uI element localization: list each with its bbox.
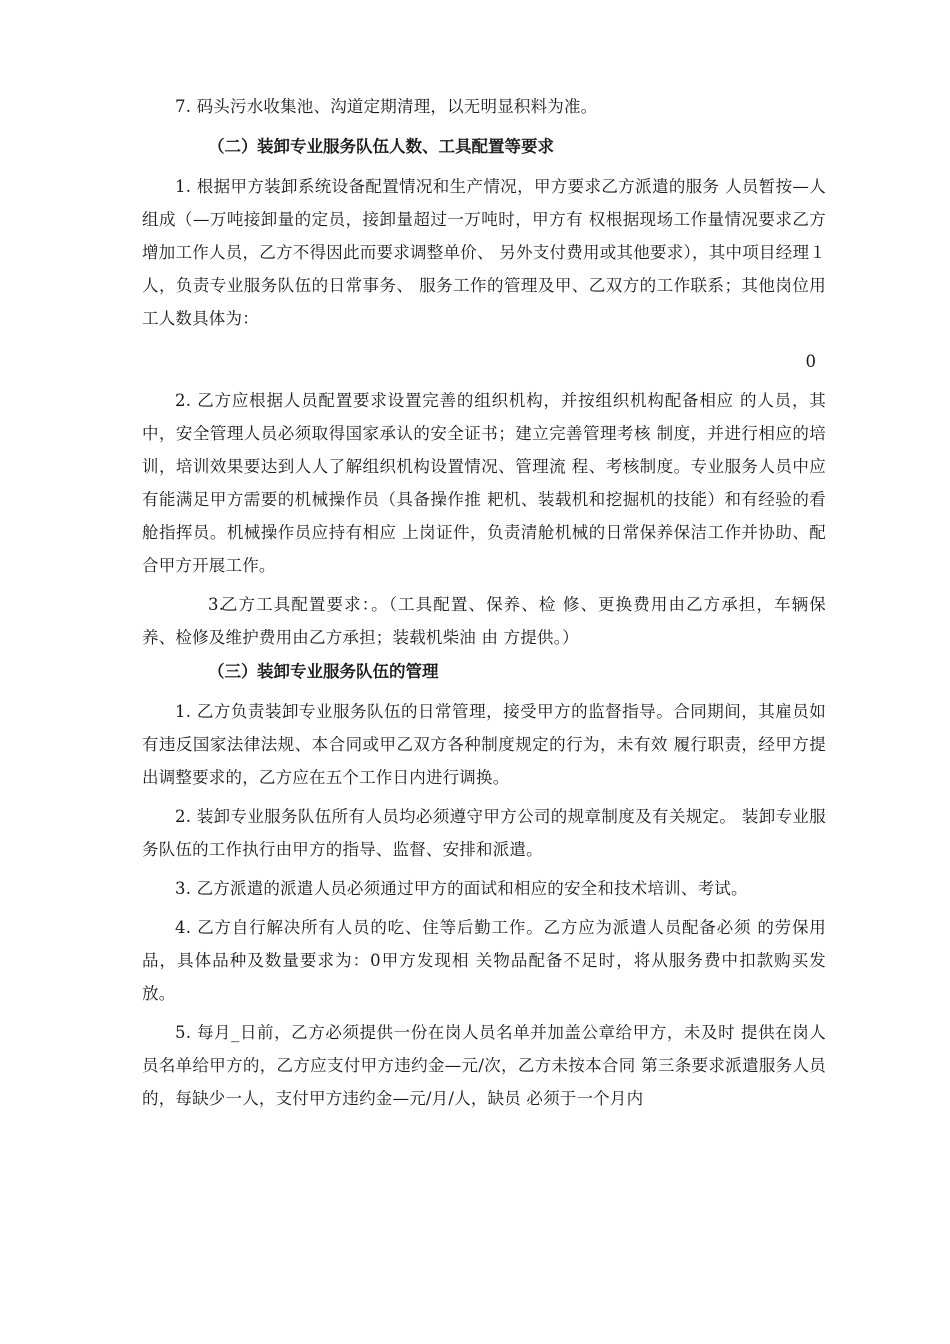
item-number: 3. (208, 595, 225, 614)
paragraph-management-4: 4. 乙方自行解决所有人员的吃、住等后勤工作。乙方应为派遣人员配备必须 的劳保用品，具体品种及数量要求为：0甲方发现相 关物品配备不足时，将从服务费中扣款购买发放。 (142, 918, 826, 1003)
paragraph-management-3: 3. 乙方派遣的派遣人员必须通过甲方的面试和相应的安全和技术培训、考试。 (175, 879, 748, 898)
section-number: （二） (208, 137, 258, 156)
section-title: 装卸专业服务队伍人数、工具配置等要求 (257, 137, 554, 156)
paragraph-management-1: 1. 乙方负责装卸专业服务队伍的日常管理，接受甲方的监督指导。合同期间，其雇员如有违反国家法律法规、本合同或甲乙双方各种制度规定的行为，未有效 履行职责，经甲方提出调整要求的，乙方应在五个工作日内进行调换。 (142, 702, 826, 787)
paragraph-management-2: 2. 装卸专业服务队伍所有人员均必须遵守甲方公司的规章制度及有关规定。 装卸专业服务队伍的工作执行由甲方的指导、监督、安排和派遣。 (142, 807, 826, 859)
paragraph-management-5: 5. 每月_日前，乙方必须提供一份在岗人员名单并加盖公章给甲方，未及时 提供在岗人员名单给甲方的，乙方应支付甲方违约金—元/次，乙方未按本合同 第三条要求派遣服务人员的，每缺少一人，支付甲方违约金—元/月/人，缺员 必须于一个月内 (142, 1023, 826, 1108)
placeholder-zero: 0 (805, 352, 816, 371)
paragraph-item-7: 7. 码头污水收集池、沟道定期清理，以无明显积料为准。 (175, 97, 598, 116)
section-number: （三） (208, 662, 258, 681)
document-page (142, 90, 826, 1115)
paragraph-organization: 2. 乙方应根据人员配置要求设置完善的组织机构，并按组织机构配备相应 的人员，其中，安全管理人员必须取得国家承认的安全证书；建立完善管理考核 制度，并进行相应的培训，培训效果要达到人人了解组织机构设置情况、管理流 程、考核制度。专业服务人员中应有能满足甲方需要的机械操作员（具备操作推 耙机、装载机和挖掘机的技能）和有经验的看舱指挥员。机械操作员应持有相应 上岗证件，负责清舱机械的日常保养保洁工作并协助、配合甲方开展工作。 (142, 391, 826, 575)
paragraph-tools (142, 588, 826, 654)
section-heading-2 (142, 129, 826, 164)
section-heading-3 (142, 654, 826, 689)
paragraph-tools-text: 乙方工具配置要求：。（工具配置、保养、检 修、更换费用由乙方承担，车辆保养、检修及维护费用由乙方承担；装载机柴油 由 方提供。） (142, 595, 826, 647)
paragraph-staffing: 1. 根据甲方装卸系统设备配置情况和生产情况，甲方要求乙方派遣的服务 人员暂按—人组成（—万吨接卸量的定员，接卸量超过一万吨时，甲方有 权根据现场工作量情况要求乙方增加工作人员，乙方不得因此而要求调整单价、 另外支付费用或其他要求），其中项目经理１人，负责专业服务队伍的日常事务、 服务工作的管理及甲、乙双方的工作联系；其他岗位用工人数具体为： (142, 177, 826, 328)
section-title: 装卸专业服务队伍的管理 (257, 662, 439, 681)
